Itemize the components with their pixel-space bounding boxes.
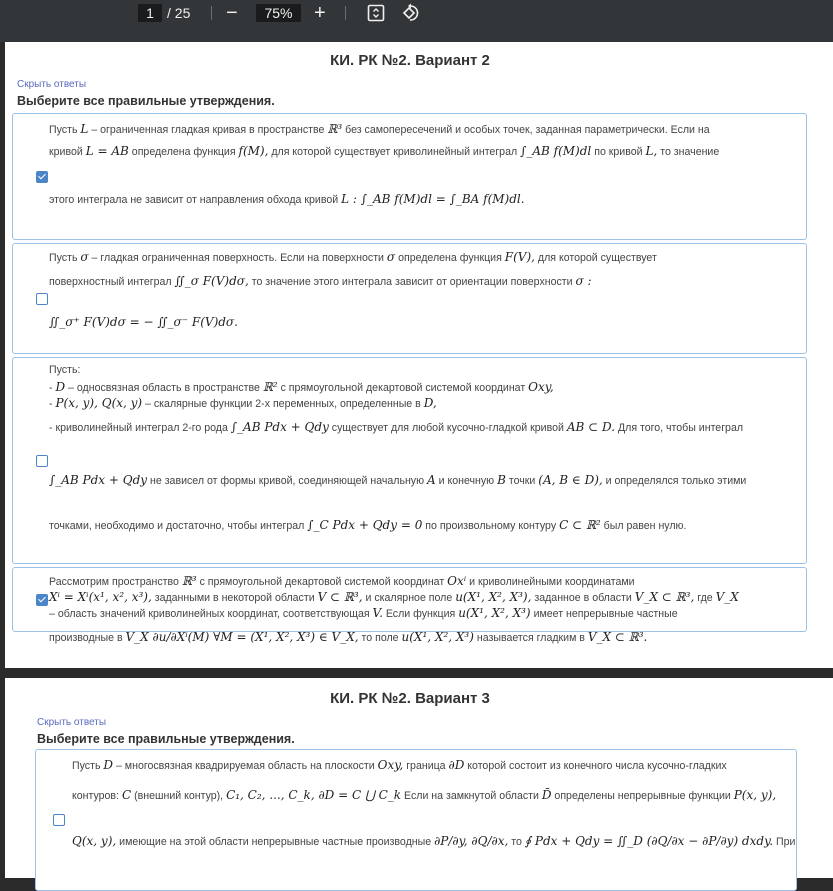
text-segment: - — [49, 398, 56, 410]
text-line — [49, 420, 743, 434]
math-formula: u(X¹, X², X³) — [401, 630, 474, 644]
checkbox-unchecked[interactable] — [53, 814, 65, 826]
text-line — [49, 396, 437, 410]
text-segment: – скалярные функции 2-х переменных, определенные в — [142, 398, 424, 410]
math-formula: Xⁱ = Xⁱ(x¹, x², x³), — [49, 590, 152, 604]
math-formula: V_X ∂u/∂Xⁱ(M) ∀M = (X¹, X², X³) ∈ V_X, — [125, 630, 359, 644]
text-segment: то — [508, 836, 525, 848]
page-total: / 25 — [167, 5, 191, 21]
text-segment: – ограниченная гладкая кривая в пространстве — [88, 124, 328, 136]
math-formula: C₁, C₂, ..., C_k, ∂D = C ⋃ C_k — [226, 788, 402, 802]
text-segment: – гладкая ограниченная поверхность. Если на поверхности — [88, 252, 387, 264]
math-formula: ∬_σ F(V)dσ, — [174, 274, 249, 288]
text-line — [49, 192, 525, 206]
zoom-in-button[interactable]: + — [314, 2, 326, 24]
text-segment: – многосвязная квадрируемая область на плоскости — [113, 760, 378, 772]
answer-option[interactable] — [12, 567, 807, 644]
text-segment: для которой существует криволинейный интеграл — [268, 146, 521, 158]
text-segment: не зависел от формы кривой, соединяющей начальную — [147, 475, 427, 487]
text-segment: Если функция — [382, 608, 459, 620]
text-segment: по кривой — [591, 146, 646, 158]
text-line — [72, 788, 776, 802]
text-segment: точками, необходимо и достаточно, чтобы интеграл — [49, 520, 308, 532]
math-formula: Oxy, — [377, 758, 404, 772]
option-text — [49, 568, 806, 644]
pdf-page-1 — [5, 42, 833, 668]
math-formula: (A, B ∈ D), — [538, 473, 603, 487]
text-segment: – область значений криволинейных координат, соответствующая — [49, 608, 373, 620]
hide-answers-link[interactable]: Скрыть ответы — [17, 79, 87, 90]
text-line — [49, 606, 678, 620]
math-formula: L, — [645, 144, 658, 158]
text-segment: и определялся только этими — [602, 475, 747, 487]
math-formula: A — [427, 473, 436, 487]
text-segment: существует для любой кусочно-гладкой кривой — [328, 422, 567, 434]
text-segment: и конечную — [435, 475, 498, 487]
text-segment: с прямоугольной декартовой системой координат — [277, 382, 529, 394]
text-segment: поверхностный интеграл — [49, 276, 175, 288]
math-formula: ∫_AB Pdx + Qdy — [230, 420, 329, 434]
math-formula: ∬_σ⁺ F(V)dσ = − ∬_σ⁻ F(V)dσ. — [49, 315, 238, 329]
answer-option[interactable] — [12, 357, 807, 564]
text-segment: для которой существует — [534, 252, 657, 264]
text-segment: имеет непрерывные частные — [530, 608, 678, 620]
text-segment: определена функция — [395, 252, 505, 264]
math-formula: D̄ — [541, 788, 552, 802]
divider — [345, 6, 346, 20]
math-formula: P(x, y), — [733, 788, 777, 802]
text-segment: Пусть — [49, 252, 81, 264]
text-segment: с прямоугольной декартовой системой координат — [196, 576, 448, 588]
text-line — [49, 574, 635, 588]
text-line — [49, 380, 554, 394]
math-formula: σ — [80, 250, 89, 264]
pdf-toolbar — [0, 0, 833, 42]
text-line — [49, 144, 719, 158]
math-formula: ℝ³ — [181, 574, 197, 588]
math-formula: V ⊂ ℝ³, — [317, 590, 363, 604]
answer-option[interactable] — [12, 243, 807, 354]
math-formula: AB ⊂ D. — [566, 420, 616, 434]
math-formula: D — [103, 758, 114, 772]
text-segment: контуров: — [72, 790, 122, 802]
math-formula: u(X¹, X², X³), — [455, 590, 532, 604]
text-segment: Для того, чтобы интеграл — [615, 422, 744, 434]
page-number-input[interactable]: 1 — [138, 4, 162, 22]
option-text — [49, 358, 806, 563]
hide-answers-link[interactable]: Скрыть ответы — [37, 717, 107, 728]
math-formula: ∂D — [448, 758, 465, 772]
text-segment: и криволинейными координатами — [466, 576, 635, 588]
text-segment: При — [773, 836, 796, 848]
answer-option[interactable] — [35, 749, 797, 891]
text-segment: определены непрерывные функции — [551, 790, 734, 802]
text-segment: - — [49, 382, 56, 394]
math-formula: Q(x, y), — [72, 834, 117, 848]
math-formula: L : ∫_AB f(M)dl = ∫_BA f(M)dl. — [341, 192, 525, 206]
math-formula: L — [80, 122, 89, 136]
instruction-text: Выберите все правильные утверждения. — [37, 732, 295, 746]
math-formula: D — [55, 380, 66, 394]
math-formula: u(X¹, X², X³) — [458, 606, 531, 620]
text-segment: заданными в некоторой области — [151, 592, 318, 604]
text-segment: Пусть — [49, 124, 81, 136]
option-text — [49, 114, 806, 239]
pdf-page-2 — [5, 678, 833, 878]
zoom-level[interactable]: 75% — [256, 4, 301, 22]
text-segment: был равен нулю. — [600, 520, 687, 532]
text-segment: точки — [505, 475, 539, 487]
text-segment: то значение этого интеграла зависит от ориентации поверхности — [248, 276, 576, 288]
math-formula: D, — [423, 396, 437, 410]
page-title: КИ. РК №2. Вариант 3 — [330, 690, 490, 707]
text-line — [72, 758, 727, 772]
math-formula: ∫_C Pdx + Qdy = 0 — [307, 518, 423, 532]
text-line — [49, 630, 647, 644]
zoom-out-button[interactable]: − — [226, 2, 238, 24]
math-formula: ∂P/∂y, ∂Q/∂x, — [434, 834, 509, 848]
checkbox-unchecked[interactable] — [36, 455, 48, 467]
math-formula: σ — [386, 250, 396, 264]
text-segment: где — [694, 592, 716, 604]
text-segment: определена функция — [128, 146, 239, 158]
math-formula: F(V), — [504, 250, 535, 264]
math-formula: V_X ⊂ ℝ³, — [634, 590, 695, 604]
option-text — [72, 750, 796, 890]
text-segment: которой состоит из конечного числа кусочно-гладких — [464, 760, 727, 772]
divider — [211, 6, 212, 20]
text-segment: имеющие на этой области непрерывные частные производные — [116, 836, 435, 848]
text-line — [49, 274, 592, 288]
math-formula: ∫_AB f(M)dl — [520, 144, 592, 158]
text-line — [49, 590, 739, 604]
text-segment: – односвязная область в пространстве — [65, 382, 263, 394]
math-formula: Oxy, — [528, 380, 554, 394]
math-formula: ℝ² — [262, 380, 278, 394]
math-formula: ∫_AB Pdx + Qdy — [49, 473, 148, 487]
text-line — [49, 473, 746, 487]
text-line — [49, 364, 80, 376]
math-formula: V_X — [715, 590, 739, 604]
text-segment: то поле — [358, 632, 402, 644]
math-formula: σ : — [575, 274, 592, 288]
text-segment: кривой — [49, 146, 86, 158]
checkbox-checked[interactable] — [36, 171, 48, 183]
text-segment: - криволинейный интеграл 2-го рода — [49, 422, 231, 434]
text-segment: производные в — [49, 632, 126, 644]
math-formula: V_X ⊂ ℝ³. — [587, 630, 648, 644]
text-segment: Рассмотрим пространство — [49, 576, 182, 588]
page-title: КИ. РК №2. Вариант 2 — [330, 52, 490, 69]
text-segment: этого интеграла не зависит от направления обхода кривой — [49, 194, 342, 206]
answer-option[interactable] — [12, 113, 807, 240]
text-line — [49, 122, 710, 136]
text-segment: Пусть — [72, 760, 104, 772]
option-text — [49, 244, 806, 353]
text-segment: Пусть: — [49, 364, 81, 376]
checkbox-unchecked[interactable] — [36, 293, 48, 305]
math-formula: ∮ Pdx + Qdy = ∬_D (∂Q/∂x − ∂P/∂y) dxdy. — [524, 834, 774, 848]
math-formula: ℝ³ — [327, 122, 343, 136]
text-line — [49, 518, 686, 532]
text-segment: (внешний контур), — [131, 790, 227, 802]
fit-page-icon[interactable] — [367, 4, 385, 22]
text-segment: заданное в области — [531, 592, 635, 604]
text-segment: без самопересечений и особых точек, заданная параметрически. Если на — [342, 124, 710, 136]
math-formula: Oxⁱ — [447, 574, 467, 588]
checkbox-checked[interactable] — [36, 594, 48, 606]
text-segment: граница — [403, 760, 449, 772]
text-line — [72, 834, 795, 848]
math-formula: C ⊂ ℝ² — [559, 518, 601, 532]
math-formula: B — [497, 473, 506, 487]
text-segment: Если на замкнутой области — [401, 790, 542, 802]
text-line — [49, 250, 657, 264]
rotate-icon[interactable] — [401, 3, 421, 21]
text-line — [49, 315, 238, 329]
text-segment: по произвольному контуру — [422, 520, 560, 532]
math-formula: V. — [372, 606, 383, 620]
text-segment: то значение — [657, 146, 720, 158]
text-segment: называется гладким в — [473, 632, 588, 644]
text-segment: и скалярное поле — [362, 592, 456, 604]
instruction-text: Выберите все правильные утверждения. — [17, 94, 275, 108]
math-formula: L = AB — [85, 144, 129, 158]
math-formula: C — [121, 788, 132, 802]
math-formula: f(M), — [238, 144, 269, 158]
math-formula: P(x, y), Q(x, y) — [55, 396, 143, 410]
